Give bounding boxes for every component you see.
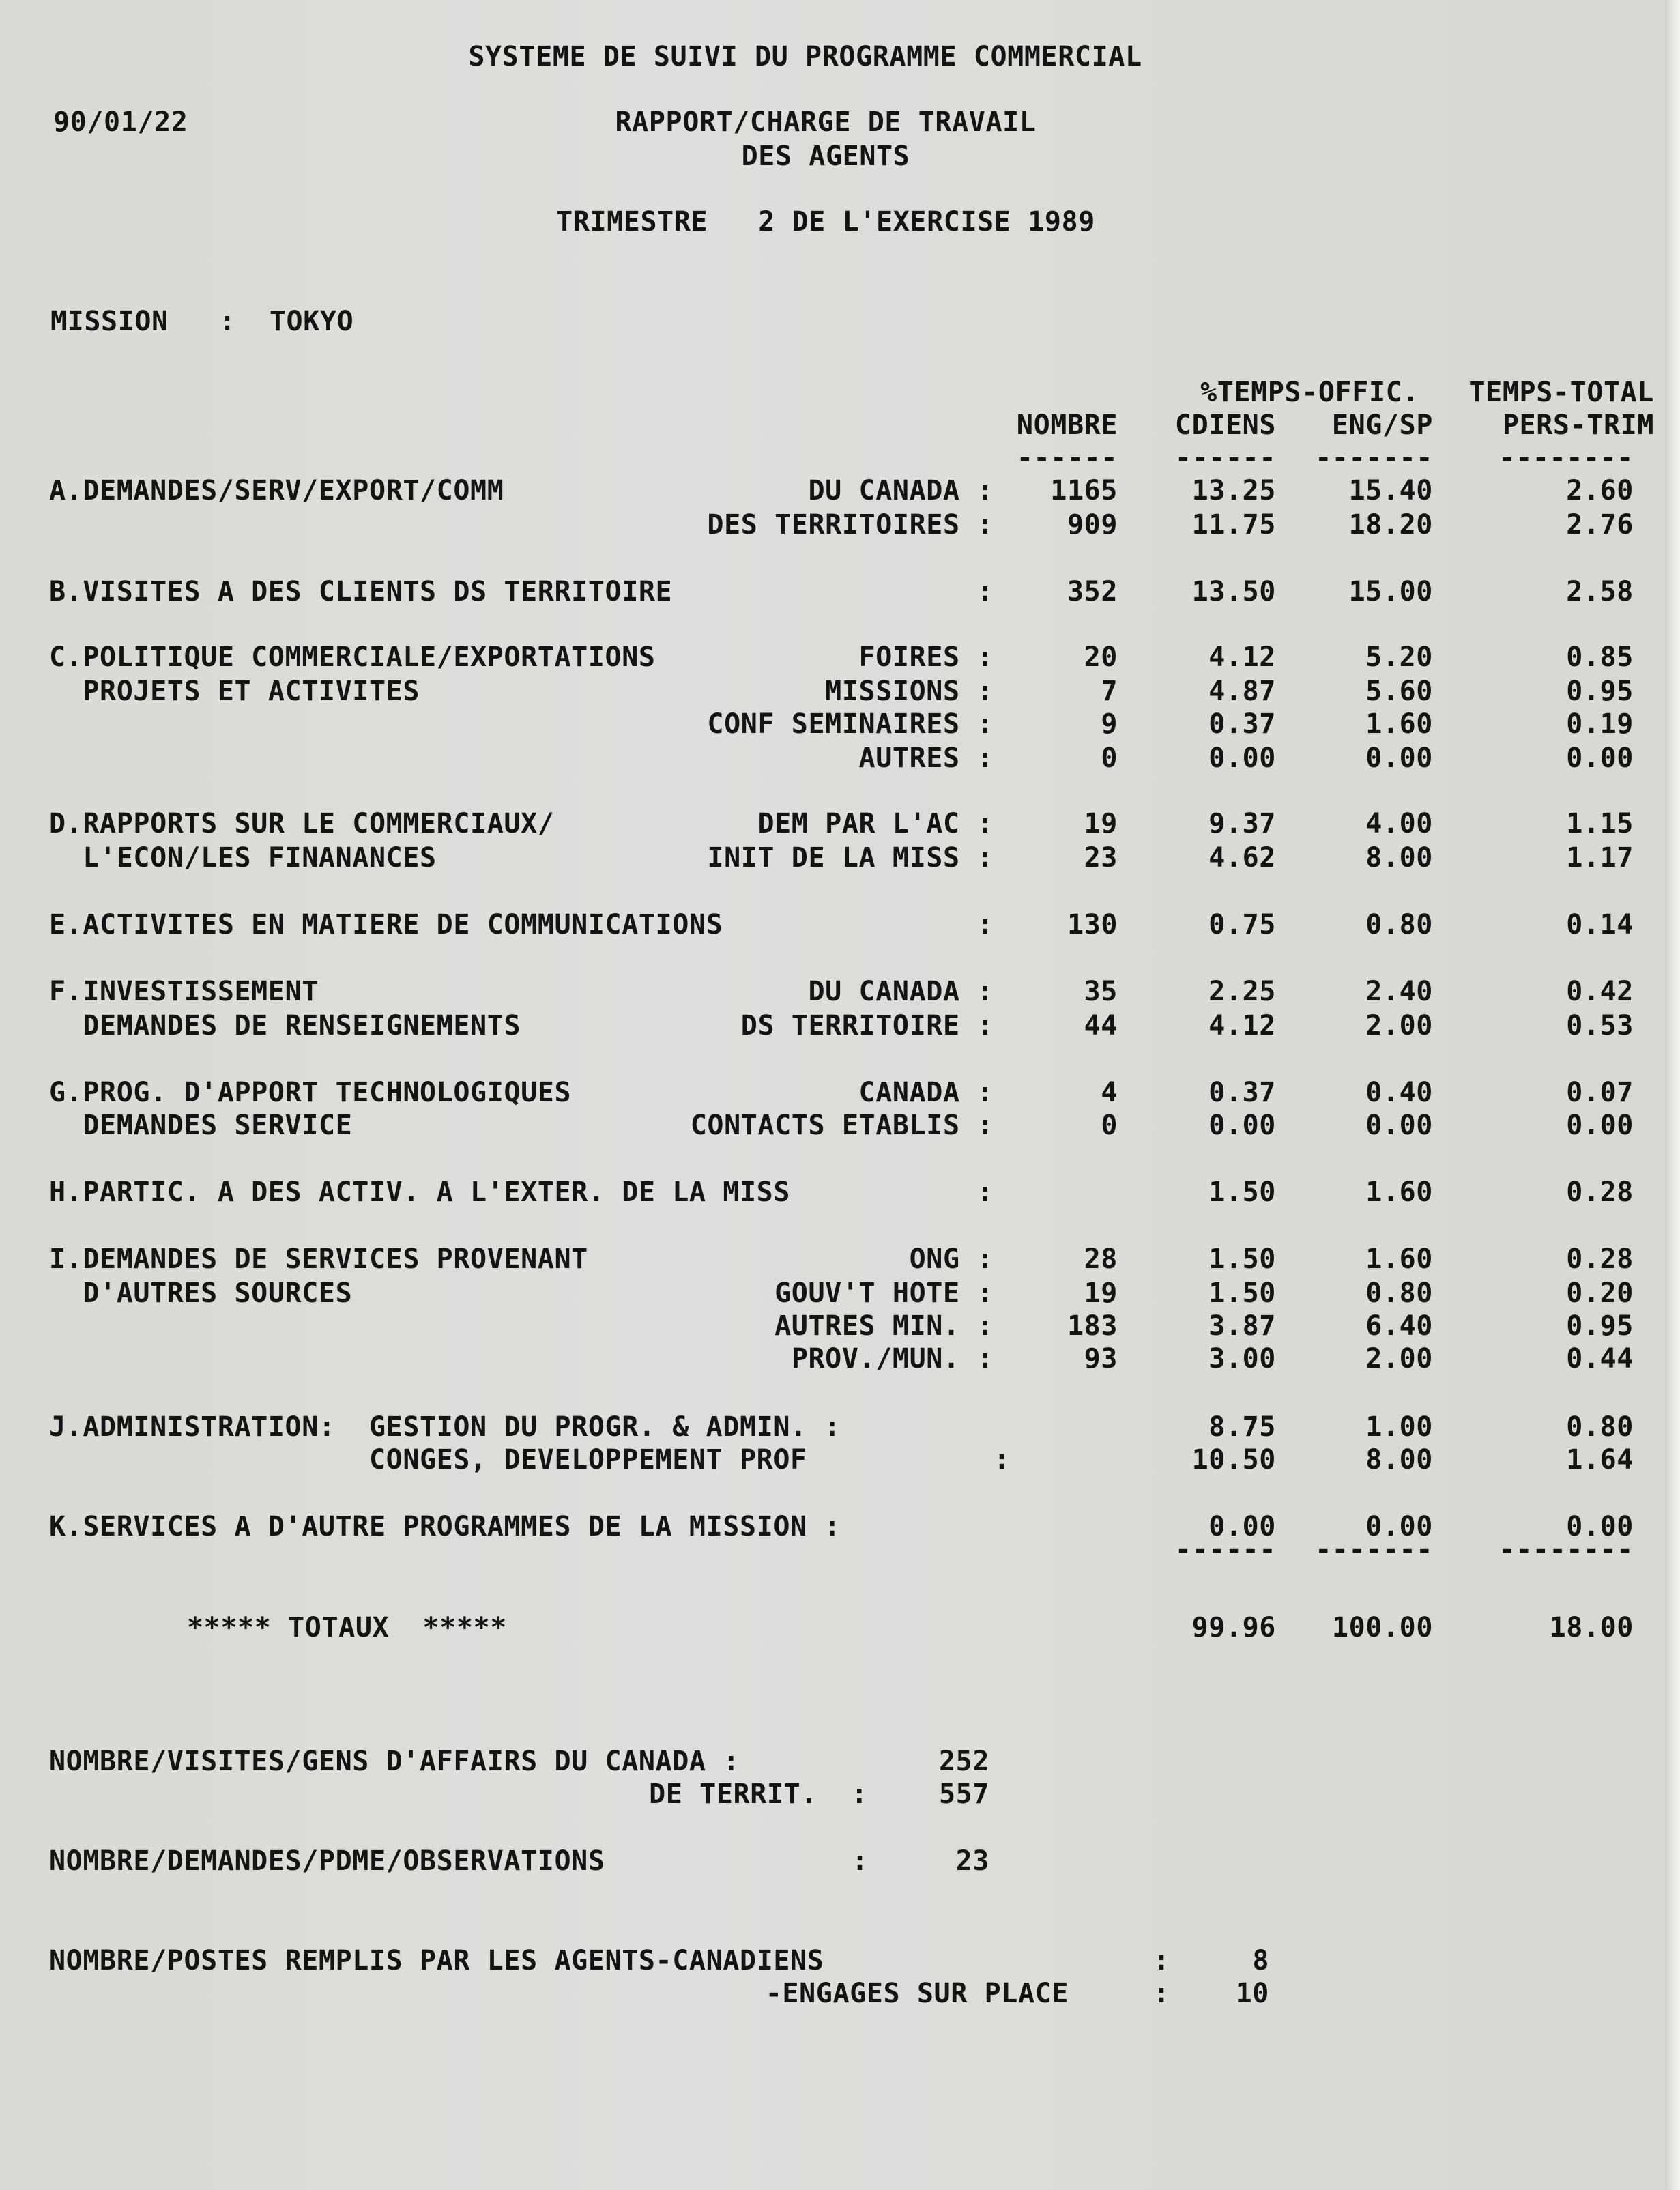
row-j2-engsp: 8.00 bbox=[1365, 1444, 1433, 1475]
row-f-label: F.INVESTISSEMENT bbox=[49, 976, 319, 1007]
column-rule-engsp: ------- bbox=[1315, 442, 1433, 474]
report-date: 90/01/22 bbox=[53, 106, 188, 138]
row-e-label: E.ACTIVITES EN MATIERE DE COMMUNICATIONS bbox=[49, 909, 723, 940]
row-g2-perstrim: 0.00 bbox=[1566, 1110, 1634, 1141]
row-h-engsp: 1.60 bbox=[1365, 1177, 1433, 1208]
row-b-engsp: 15.00 bbox=[1348, 576, 1433, 607]
row-j2-sub: : bbox=[994, 1444, 1011, 1475]
row-e-perstrim: 0.14 bbox=[1566, 909, 1634, 940]
column-group-temps-total: TEMPS-TOTAL bbox=[1468, 377, 1654, 408]
row-c4-perstrim: 0.00 bbox=[1566, 743, 1634, 774]
row-d2-cdiens: 4.62 bbox=[1208, 842, 1276, 874]
row-h-perstrim: 0.28 bbox=[1566, 1177, 1634, 1208]
postes-colon: : bbox=[1153, 1945, 1170, 1976]
row-j2-cdiens: 10.50 bbox=[1191, 1444, 1276, 1475]
total-rule-cdiens: ------ bbox=[1174, 1534, 1276, 1566]
row-i4-engsp: 2.00 bbox=[1365, 1343, 1433, 1374]
row-a-engsp: 15.40 bbox=[1348, 475, 1433, 506]
row-i3-sub: AUTRES MIN. : bbox=[774, 1310, 994, 1342]
row-h-cdiens: 1.50 bbox=[1208, 1177, 1276, 1208]
postes-value: 8 bbox=[1252, 1945, 1269, 1976]
row-a-sub: DU CANADA : bbox=[808, 475, 994, 506]
row-d-nombre: 19 bbox=[1084, 808, 1118, 839]
engages-colon: : bbox=[1153, 1978, 1170, 2009]
row-f-sub: DU CANADA : bbox=[808, 976, 994, 1007]
report-period: TRIMESTRE 2 DE L'EXERCISE 1989 bbox=[556, 206, 1095, 237]
visites-territ-label: DE TERRIT. : bbox=[649, 1778, 868, 1810]
row-d2-label: L'ECON/LES FINANANCES bbox=[49, 842, 437, 874]
row-a2-nombre: 909 bbox=[1067, 509, 1118, 541]
totals-engsp: 100.00 bbox=[1331, 1612, 1433, 1643]
row-f2-engsp: 2.00 bbox=[1365, 1010, 1433, 1041]
row-c-engsp: 5.20 bbox=[1365, 642, 1433, 673]
row-f2-perstrim: 0.53 bbox=[1566, 1010, 1634, 1041]
row-i-label: I.DEMANDES DE SERVICES PROVENANT bbox=[49, 1243, 588, 1275]
row-c3-engsp: 1.60 bbox=[1365, 708, 1433, 740]
row-d-label: D.RAPPORTS SUR LE COMMERCIAUX/ bbox=[49, 808, 555, 839]
row-b-nombre: 352 bbox=[1067, 576, 1118, 607]
row-i2-perstrim: 0.20 bbox=[1566, 1278, 1634, 1309]
row-c3-cdiens: 0.37 bbox=[1208, 708, 1276, 740]
row-i-engsp: 1.60 bbox=[1365, 1243, 1433, 1275]
row-f-perstrim: 0.42 bbox=[1566, 976, 1634, 1007]
visites-canada-label: NOMBRE/VISITES/GENS D'AFFAIRS DU CANADA : bbox=[49, 1746, 740, 1777]
row-a2-sub: DES TERRITOIRES : bbox=[707, 509, 994, 541]
page-edge bbox=[1665, 0, 1680, 2190]
row-c-nombre: 20 bbox=[1084, 642, 1118, 673]
row-d-engsp: 4.00 bbox=[1365, 808, 1433, 839]
row-i3-perstrim: 0.95 bbox=[1566, 1310, 1634, 1342]
row-a-nombre: 1165 bbox=[1050, 475, 1118, 506]
row-k-perstrim: 0.00 bbox=[1566, 1511, 1634, 1542]
row-c2-label: PROJETS ET ACTIVITES bbox=[49, 676, 420, 707]
row-i2-engsp: 0.80 bbox=[1365, 1278, 1433, 1309]
row-k-label: K.SERVICES A D'AUTRE PROGRAMMES DE LA MISSION : bbox=[49, 1511, 841, 1542]
row-k-cdiens: 0.00 bbox=[1208, 1511, 1276, 1542]
column-rule-nombre: ------ bbox=[1016, 442, 1118, 474]
row-c3-sub: CONF SEMINAIRES : bbox=[707, 708, 994, 740]
row-c-label: C.POLITIQUE COMMERCIALE/EXPORTATIONS bbox=[49, 642, 656, 673]
row-a2-cdiens: 11.75 bbox=[1191, 509, 1276, 541]
row-j-engsp: 1.00 bbox=[1365, 1411, 1433, 1443]
row-h-label: H.PARTIC. A DES ACTIV. A L'EXTER. DE LA MISS bbox=[49, 1177, 791, 1208]
report-system-title: SYSTEME DE SUIVI DU PROGRAMME COMMERCIAL bbox=[468, 41, 1142, 72]
row-e-nombre: 130 bbox=[1067, 909, 1118, 940]
row-d-cdiens: 9.37 bbox=[1208, 808, 1276, 839]
row-i-cdiens: 1.50 bbox=[1208, 1243, 1276, 1275]
pdme-colon: : bbox=[852, 1845, 869, 1877]
row-i3-nombre: 183 bbox=[1067, 1310, 1118, 1342]
row-a-perstrim: 2.60 bbox=[1566, 475, 1634, 506]
row-b-sub: : bbox=[976, 576, 994, 607]
mission-line: MISSION : TOKYO bbox=[50, 306, 354, 337]
engages-label: -ENGAGES SUR PLACE bbox=[765, 1978, 1069, 2009]
row-c3-nombre: 9 bbox=[1101, 708, 1118, 740]
row-d2-nombre: 23 bbox=[1084, 842, 1118, 874]
row-j2-label: CONGES, DEVELOPPEMENT PROF bbox=[49, 1444, 807, 1475]
row-i-nombre: 28 bbox=[1084, 1243, 1118, 1275]
row-c4-nombre: 0 bbox=[1101, 743, 1118, 774]
pdme-value: 23 bbox=[955, 1845, 989, 1877]
totals-cdiens: 99.96 bbox=[1191, 1612, 1276, 1643]
row-j-perstrim: 0.80 bbox=[1566, 1411, 1634, 1443]
column-header-engsp: ENG/SP bbox=[1331, 409, 1433, 441]
row-b-label: B.VISITES A DES CLIENTS DS TERRITOIRE bbox=[49, 576, 673, 607]
row-c2-engsp: 5.60 bbox=[1365, 676, 1433, 707]
row-g-perstrim: 0.07 bbox=[1566, 1077, 1634, 1108]
row-g2-label: DEMANDES SERVICE bbox=[49, 1110, 353, 1141]
row-g2-nombre: 0 bbox=[1101, 1110, 1118, 1141]
row-b-perstrim: 2.58 bbox=[1566, 576, 1634, 607]
row-f2-cdiens: 4.12 bbox=[1208, 1010, 1276, 1041]
row-i2-label: D'AUTRES SOURCES bbox=[49, 1278, 353, 1309]
row-a2-perstrim: 2.76 bbox=[1566, 509, 1634, 541]
totals-perstrim: 18.00 bbox=[1549, 1612, 1634, 1643]
row-f2-label: DEMANDES DE RENSEIGNEMENTS bbox=[49, 1010, 521, 1041]
totals-label: ***** TOTAUX ***** bbox=[187, 1612, 507, 1643]
row-f-cdiens: 2.25 bbox=[1208, 976, 1276, 1007]
row-c2-perstrim: 0.95 bbox=[1566, 676, 1634, 707]
row-e-sub: : bbox=[976, 909, 994, 940]
report-title-line1: RAPPORT/CHARGE DE TRAVAIL bbox=[615, 106, 1037, 138]
row-f-nombre: 35 bbox=[1084, 976, 1118, 1007]
postes-label: NOMBRE/POSTES REMPLIS PAR LES AGENTS-CANADIENS bbox=[49, 1945, 824, 1976]
row-f2-sub: DS TERRITOIRE : bbox=[740, 1010, 994, 1041]
row-c4-engsp: 0.00 bbox=[1365, 743, 1433, 774]
row-h-sub: : bbox=[976, 1177, 994, 1208]
row-i4-nombre: 93 bbox=[1084, 1343, 1118, 1374]
row-d2-sub: INIT DE LA MISS : bbox=[707, 842, 994, 874]
row-i-sub: ONG : bbox=[909, 1243, 994, 1275]
row-c-perstrim: 0.85 bbox=[1566, 642, 1634, 673]
row-f-engsp: 2.40 bbox=[1365, 976, 1433, 1007]
column-group-temps-offic: %TEMPS-OFFIC. bbox=[1200, 377, 1419, 408]
row-d-perstrim: 1.15 bbox=[1566, 808, 1634, 839]
row-j-label: J.ADMINISTRATION: GESTION DU PROGR. & ADMIN. : bbox=[49, 1411, 841, 1443]
row-g-sub: CANADA : bbox=[858, 1077, 994, 1108]
row-i2-cdiens: 1.50 bbox=[1208, 1278, 1276, 1309]
column-rule-cdiens: ------ bbox=[1174, 442, 1276, 474]
row-i2-sub: GOUV'T HOTE : bbox=[774, 1278, 994, 1309]
visites-territ-value: 557 bbox=[938, 1778, 989, 1810]
report-title-line2: DES AGENTS bbox=[741, 141, 910, 172]
row-i2-nombre: 19 bbox=[1084, 1278, 1118, 1309]
row-i3-cdiens: 3.87 bbox=[1208, 1310, 1276, 1342]
row-c4-sub: AUTRES : bbox=[858, 743, 994, 774]
row-c4-cdiens: 0.00 bbox=[1208, 743, 1276, 774]
row-g2-sub: CONTACTS ETABLIS : bbox=[690, 1110, 994, 1141]
pdme-label: NOMBRE/DEMANDES/PDME/OBSERVATIONS bbox=[49, 1845, 605, 1877]
row-j-cdiens: 8.75 bbox=[1208, 1411, 1276, 1443]
row-j2-perstrim: 1.64 bbox=[1566, 1444, 1634, 1475]
row-b-cdiens: 13.50 bbox=[1191, 576, 1276, 607]
column-header-cdiens: CDIENS bbox=[1174, 409, 1276, 441]
row-i4-cdiens: 3.00 bbox=[1208, 1343, 1276, 1374]
total-rule-perstrim: -------- bbox=[1498, 1534, 1634, 1566]
row-k-engsp: 0.00 bbox=[1365, 1511, 1433, 1542]
row-e-engsp: 0.80 bbox=[1365, 909, 1433, 940]
row-c3-perstrim: 0.19 bbox=[1566, 708, 1634, 740]
row-i4-perstrim: 0.44 bbox=[1566, 1343, 1634, 1374]
column-rule-perstrim: -------- bbox=[1498, 442, 1634, 474]
visites-canada-value: 252 bbox=[938, 1746, 989, 1777]
row-a2-engsp: 18.20 bbox=[1348, 509, 1433, 541]
row-g-engsp: 0.40 bbox=[1365, 1077, 1433, 1108]
row-i3-engsp: 6.40 bbox=[1365, 1310, 1433, 1342]
row-a-cdiens: 13.25 bbox=[1191, 475, 1276, 506]
engages-value: 10 bbox=[1235, 1978, 1269, 2009]
total-rule-engsp: ------- bbox=[1315, 1534, 1433, 1566]
row-c2-cdiens: 4.87 bbox=[1208, 676, 1276, 707]
row-g2-cdiens: 0.00 bbox=[1208, 1110, 1276, 1141]
row-g2-engsp: 0.00 bbox=[1365, 1110, 1433, 1141]
row-e-cdiens: 0.75 bbox=[1208, 909, 1276, 940]
row-g-label: G.PROG. D'APPORT TECHNOLOGIQUES bbox=[49, 1077, 572, 1108]
row-f2-nombre: 44 bbox=[1084, 1010, 1118, 1041]
row-g-cdiens: 0.37 bbox=[1208, 1077, 1276, 1108]
row-c2-sub: MISSIONS : bbox=[825, 676, 994, 707]
column-header-perstrim: PERS-TRIM bbox=[1502, 409, 1654, 441]
row-a-label: A.DEMANDES/SERV/EXPORT/COMM bbox=[49, 475, 504, 506]
row-c-cdiens: 4.12 bbox=[1208, 642, 1276, 673]
row-d-sub: DEM PAR L'AC : bbox=[757, 808, 994, 839]
row-d2-engsp: 8.00 bbox=[1365, 842, 1433, 874]
row-i4-sub: PROV./MUN. : bbox=[791, 1343, 994, 1374]
row-c2-nombre: 7 bbox=[1101, 676, 1118, 707]
row-c-sub: FOIRES : bbox=[858, 642, 994, 673]
row-d2-perstrim: 1.17 bbox=[1566, 842, 1634, 874]
row-g-nombre: 4 bbox=[1101, 1077, 1118, 1108]
row-i-perstrim: 0.28 bbox=[1566, 1243, 1634, 1275]
column-header-nombre: NOMBRE bbox=[1016, 409, 1118, 441]
